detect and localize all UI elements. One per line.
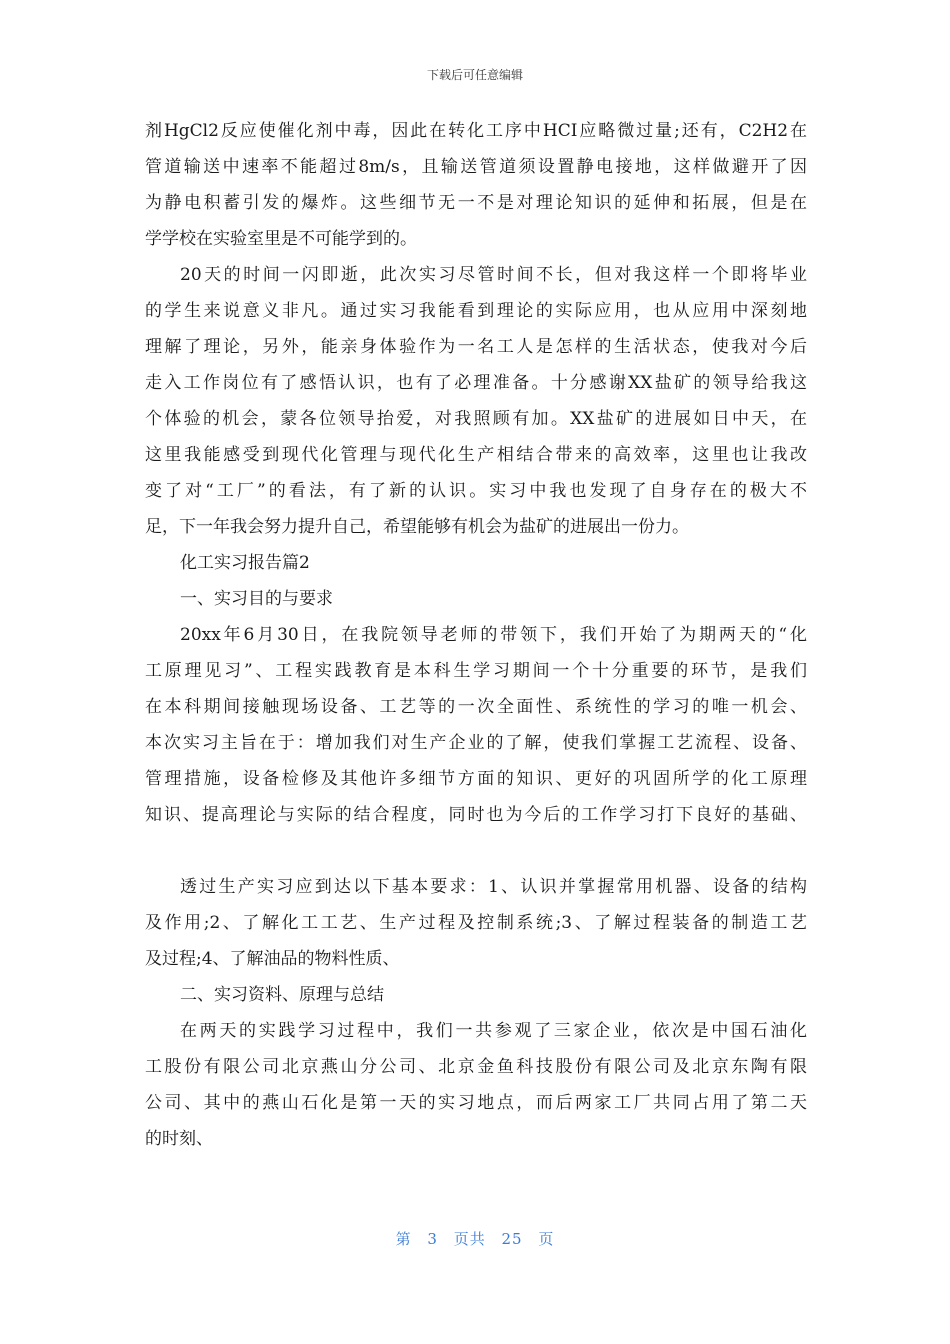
paragraph-line: 理解了理论，另外，能亲身体验作为一名工人是怎样的生活状态，使我对今后	[145, 337, 807, 357]
paragraph-line: 足，下一年我会努力提升自己，希望能够有机会为盐矿的进展出一份力。	[145, 517, 689, 537]
paragraph-line: 20天的时间一闪即逝，此次实习尽管时间不长，但对我这样一个即将毕业	[180, 265, 807, 285]
page-label-suffix: 页	[538, 1230, 555, 1248]
section-heading: 化工实习报告篇2	[180, 553, 310, 573]
paragraph-line: 个体验的机会，蒙各位领导抬爱，对我照顾有加。XX盐矿的进展如日中天，在	[145, 409, 807, 429]
paragraph-line: 为静电积蓄引发的爆炸。这些细节无一不是对理论知识的延伸和拓展，但是在	[145, 193, 807, 213]
page-label-mid: 页共	[453, 1230, 486, 1248]
paragraph-line: 工原理见习”、工程实践教育是本科生学习期间一个十分重要的环节，是我们	[145, 661, 807, 681]
paragraph-line: 工股份有限公司北京燕山分公司、北京金鱼科技股份有限公司及北京东陶有限	[145, 1057, 807, 1077]
blank-line	[145, 833, 807, 869]
paragraph-line: 管理措施，设备检修及其他许多细节方面的知识、更好的巩固所学的化工原理	[145, 769, 807, 789]
paragraph-line: 透过生产实习应到达以下基本要求：1、认识并掌握常用机器、设备的结构	[180, 877, 807, 897]
paragraph-line: 知识、提高理论与实际的结合程度，同时也为今后的工作学习打下良好的基础、	[145, 805, 807, 825]
paragraph-line: 20xx年6月30日，在我院领导老师的带领下，我们开始了为期两天的“化	[180, 625, 807, 645]
paragraph-line: 的学生来说意义非凡。通过实习我能看到理论的实际应用，也从应用中深刻地	[145, 301, 807, 321]
document-body	[145, 113, 807, 1157]
paragraph-line: 本次实习主旨在于：增加我们对生产企业的了解，使我们掌握工艺流程、设备、	[145, 733, 807, 753]
total-pages-number: 25	[501, 1230, 523, 1248]
paragraph-line: 管道输送中速率不能超过8m/s，且输送管道须设置静电接地，这样做避开了因	[145, 157, 807, 177]
page-header-note: 下载后可任意编辑	[426, 68, 523, 82]
paragraph-line: 公司、其中的燕山石化是第一天的实习地点，而后两家工厂共同占用了第二天	[145, 1093, 807, 1113]
paragraph-line: 在本科期间接触现场设备、工艺等的一次全面性、系统性的学习的唯一机会、	[145, 697, 807, 717]
page-number-footer	[0, 1228, 950, 1249]
paragraph-line: 及作用;2、了解化工工艺、生产过程及控制系统;3、了解过程装备的制造工艺	[145, 913, 807, 933]
paragraph-line: 及过程;4、了解油品的物料性质、	[145, 949, 400, 969]
paragraph-line: 走入工作岗位有了感悟认识，也有了必理准备。十分感谢XX盐矿的领导给我这	[145, 373, 807, 393]
paragraph-line: 这里我能感受到现代化管理与现代化生产相结合带来的高效率，这里也让我改	[145, 445, 807, 465]
page-label-prefix: 第	[395, 1230, 412, 1248]
paragraph-line: 的时刻、	[145, 1129, 213, 1149]
current-page-number: 3	[427, 1230, 438, 1248]
paragraph-line: 在两天的实践学习过程中，我们一共参观了三家企业，依次是中国石油化	[180, 1021, 807, 1041]
section-heading: 二、实习资料、原理与总结	[180, 985, 384, 1005]
paragraph-line: 变了对“工厂”的看法，有了新的认识。实习中我也发现了自身存在的极大不	[145, 481, 807, 501]
paragraph-line: 学学校在实验室里是不可能学到的。	[145, 229, 417, 249]
paragraph-line: 剂HgCl2反应使催化剂中毒，因此在转化工序中HCI应略微过量;还有，C2H2在	[145, 121, 807, 141]
section-heading: 一、实习目的与要求	[180, 589, 333, 609]
